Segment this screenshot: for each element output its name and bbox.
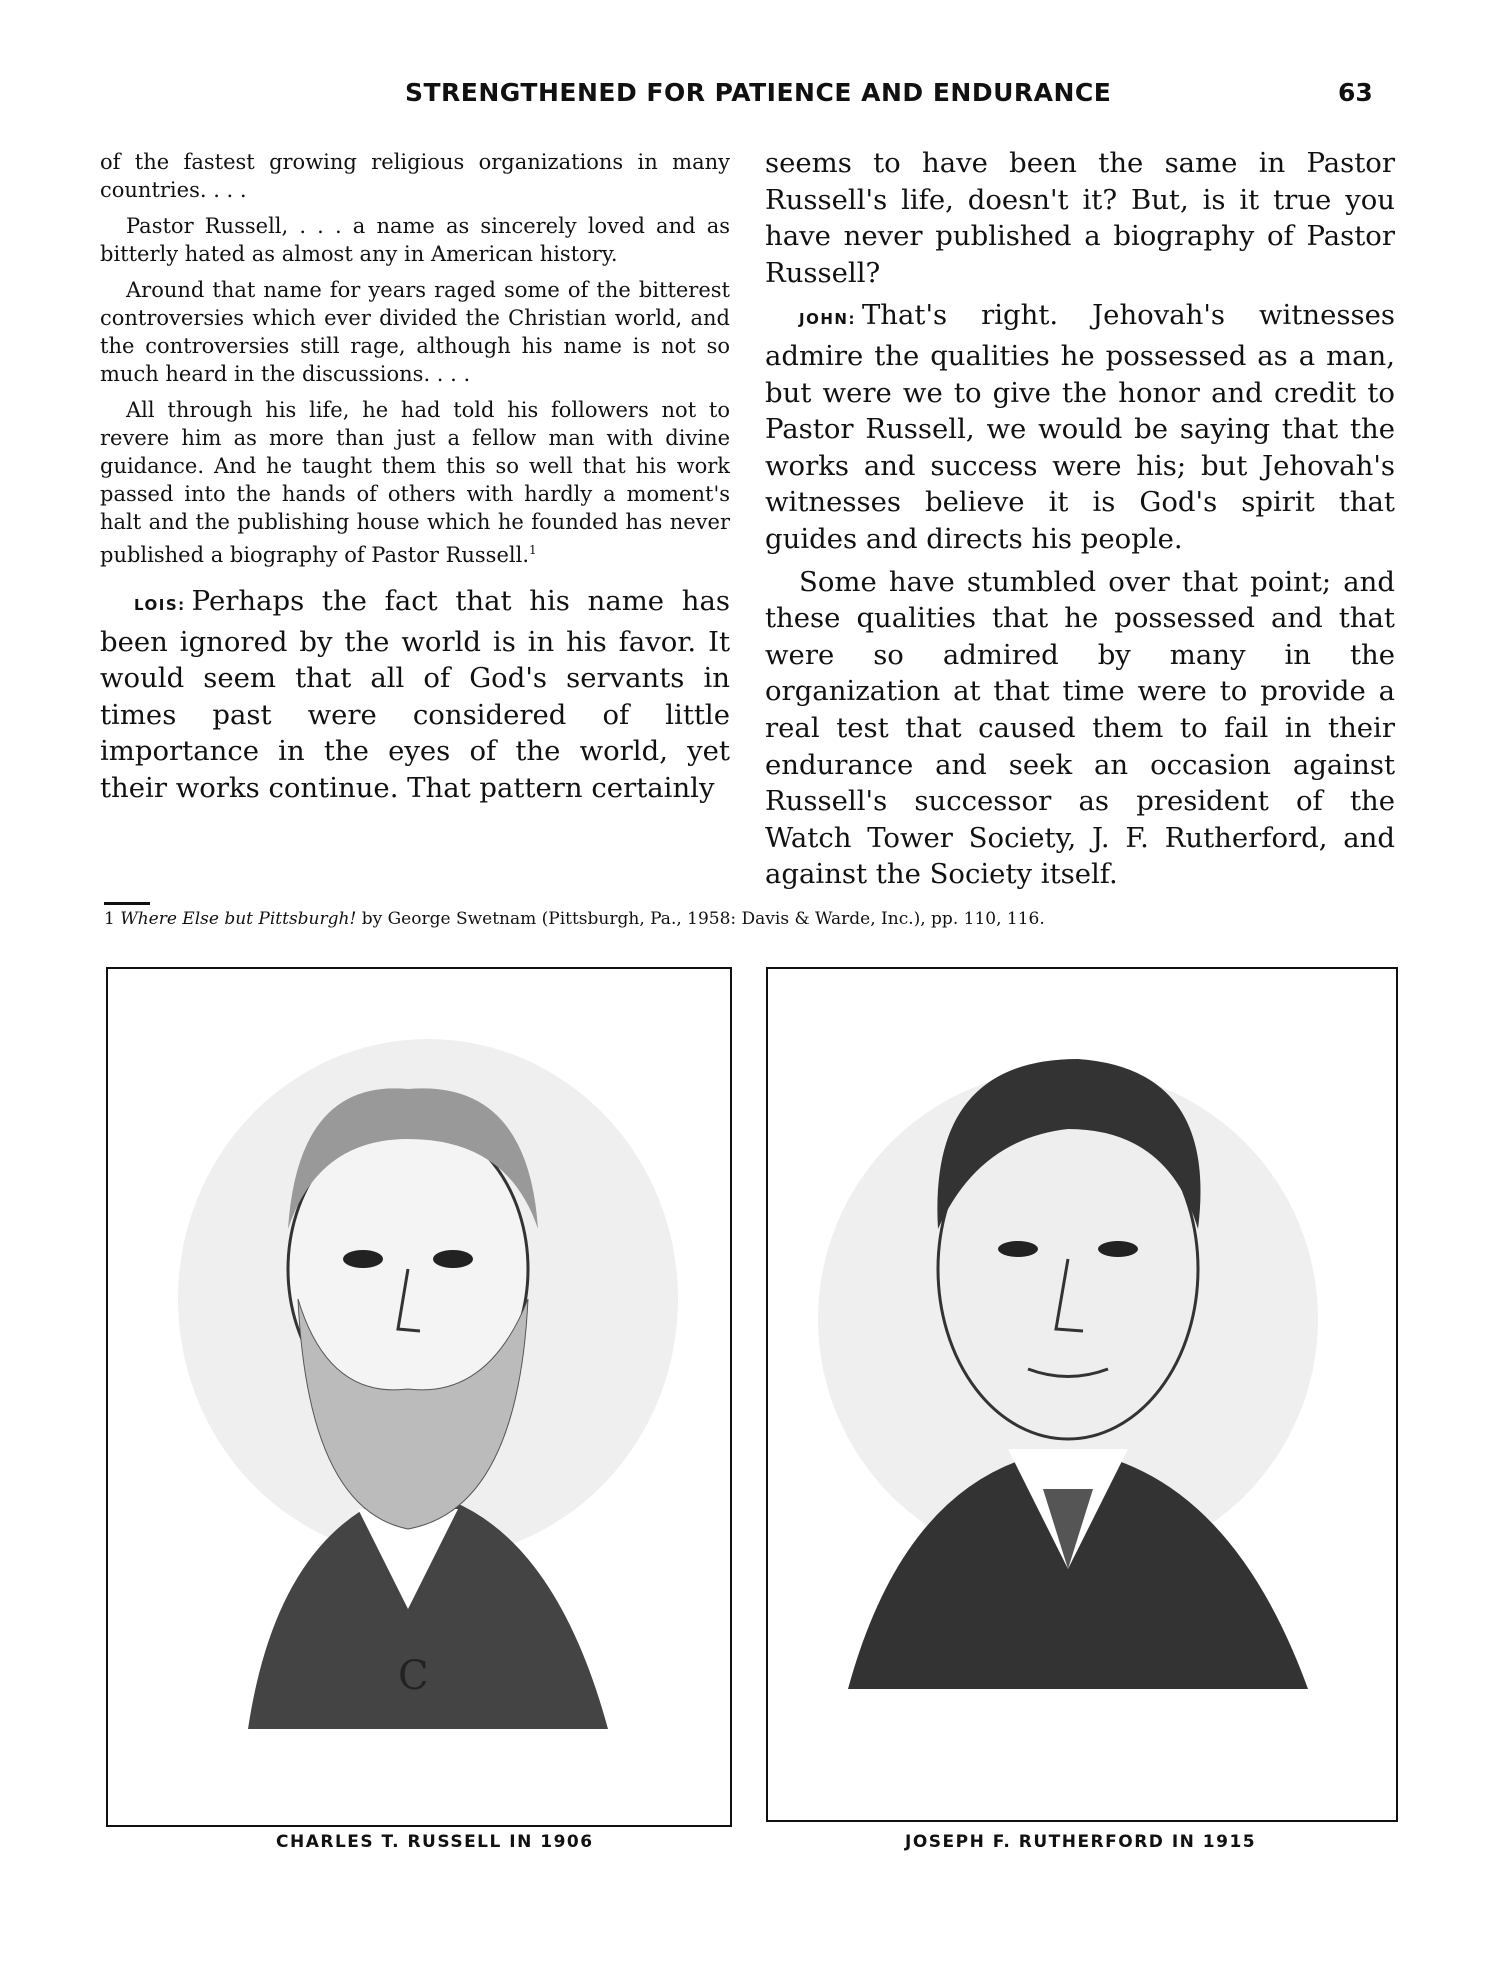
dialogue-text: Perhaps the fact that his name has been ignored by the world is in his favor. It would seem that all of God's servants in times past were considered of little importance in the eyes of the world, yet their works continue. That pattern certainly bbox=[100, 585, 730, 804]
figure-caption: CHARLES T. RUSSELL IN 1906 bbox=[276, 1832, 594, 1852]
continuation-paragraph: seems to have been the same in Pastor Russell's life, doesn't it? But, is it true you have never published a biography of Pastor Russell? bbox=[765, 147, 1395, 289]
page-number: 63 bbox=[1338, 78, 1373, 107]
footnote-text: by George Swetnam (Pittsburgh, Pa., 1958: Davis & Warde, Inc.), pp. 110, 116. bbox=[361, 909, 1045, 929]
running-title: STRENGTHENED FOR PATIENCE AND ENDURANCE bbox=[405, 78, 1112, 107]
left-column bbox=[100, 148, 730, 813]
john-paragraph bbox=[765, 297, 1395, 557]
speaker-label: JOHN: bbox=[799, 310, 856, 329]
speaker-label: LOIS: bbox=[134, 596, 186, 614]
running-header bbox=[0, 78, 1502, 118]
footnote-ref: 1 bbox=[529, 543, 537, 557]
dialogue-text: That's right. Jehovah's witnesses admire the qualities he possessed as a man, but were we to give the honor and credit to Pastor Russell, we would be saying that the works and success were his; but Jehovah's witnesses believe it is God's spirit that guides and directs his people. bbox=[765, 299, 1395, 555]
quote-paragraph: of the fastest growing religious organizations in many countries. . . . bbox=[100, 150, 730, 202]
portrait-illustration bbox=[108, 969, 730, 1825]
quote-text: All through his life, he had told his followers not to revere him as more than just a fellow man with divine guidance. And he taught them this so well that his work passed into the hands of others with hardly a moment's halt and the publishing house which he founded has never published a biography of Pastor Russell. bbox=[100, 398, 730, 567]
portrait-russell bbox=[106, 967, 732, 1827]
right-column bbox=[765, 145, 1395, 899]
footnote-number: 1 bbox=[104, 909, 115, 929]
footnote bbox=[104, 902, 1404, 929]
portrait-rutherford bbox=[766, 967, 1398, 1822]
footnote-title: Where Else but Pittsburgh! bbox=[120, 909, 357, 929]
footnote-rule bbox=[104, 902, 150, 905]
svg-text:C: C bbox=[398, 1653, 429, 1699]
portrait-illustration bbox=[768, 969, 1396, 1820]
quote-paragraph: Pastor Russell, . . . a name as sincerely loved and as bitterly hated as almost any in American history. bbox=[100, 214, 730, 266]
body-paragraph: Some have stumbled over that point; and these qualities that he possessed and that were so admired by many in the organization at that time were to provide a real test that caused them to fail in their endurance and seek an occasion against Russell's successor as president of the Watch Tower Society, J. F. Rutherford, and against the Society itself. bbox=[765, 565, 1395, 891]
quote-paragraph: Around that name for years raged some of the bitterest controversies which ever divided the Christian world, and the controversies still rage, although his name is not so much heard in the discussions. . . . bbox=[100, 278, 730, 386]
lois-paragraph bbox=[100, 583, 730, 807]
quote-paragraph bbox=[100, 396, 730, 569]
figure-caption: JOSEPH F. RUTHERFORD IN 1915 bbox=[905, 1832, 1257, 1852]
